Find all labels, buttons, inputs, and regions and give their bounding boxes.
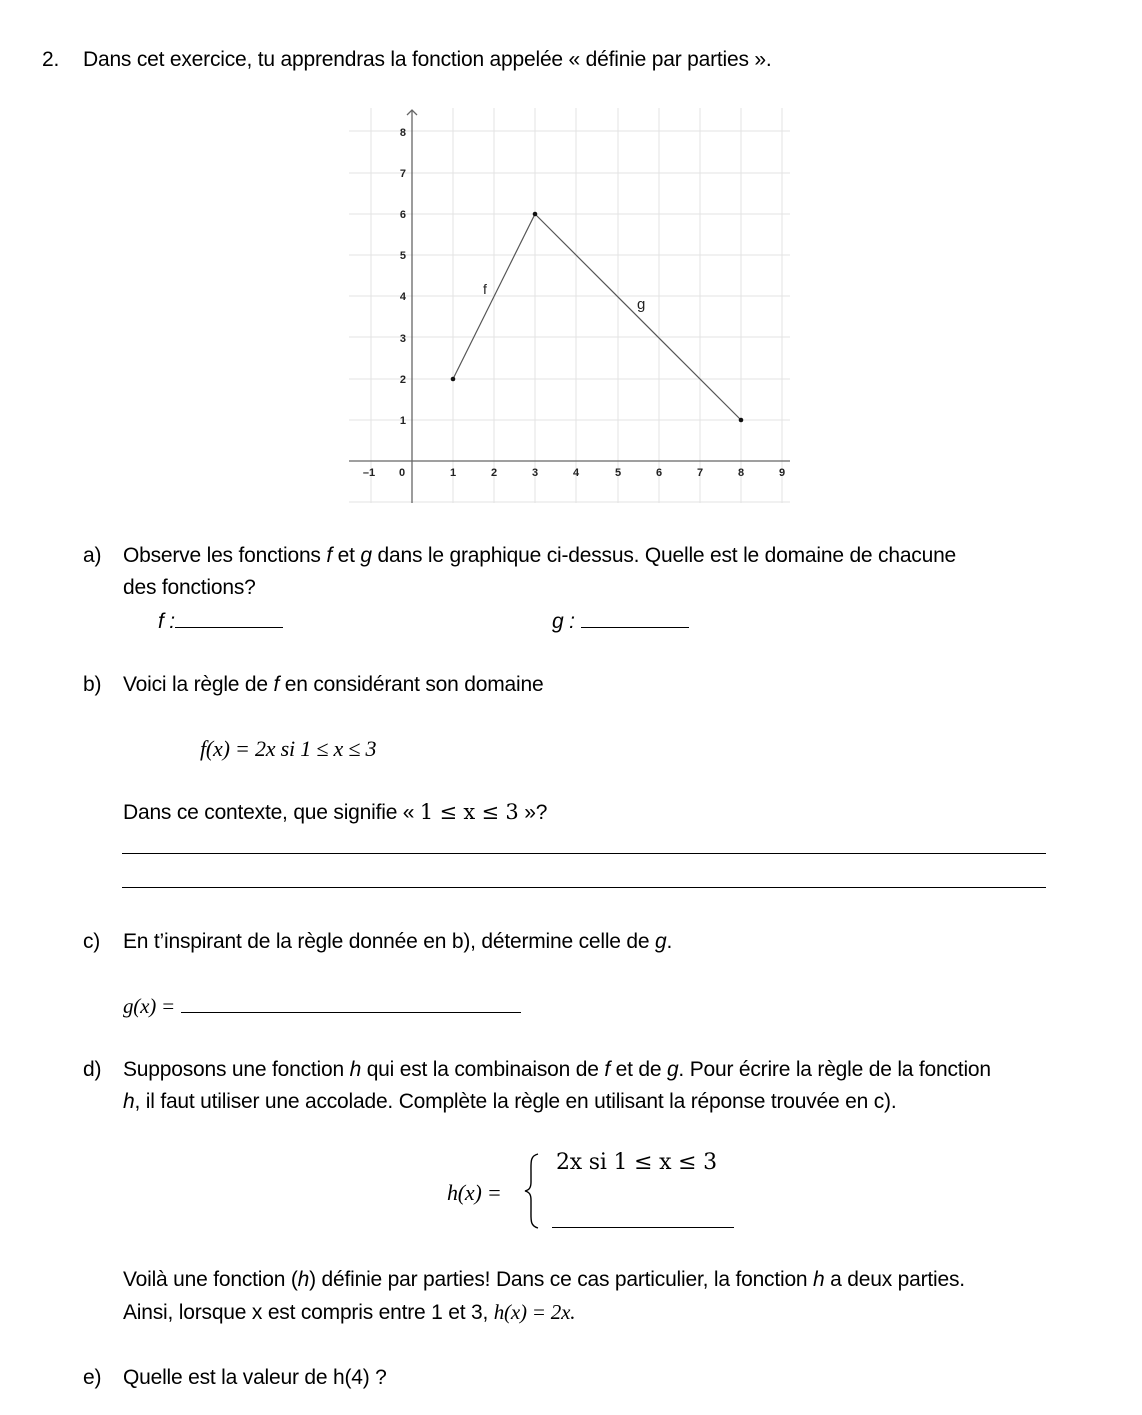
svg-text:6: 6 xyxy=(655,467,663,479)
rule-g-field[interactable]: g(x) = xyxy=(123,993,521,1020)
domain-g-field[interactable]: g : xyxy=(552,609,689,635)
y-tick-labels xyxy=(400,127,407,427)
part-b-intro: Voici la règle de f en considérant son domaine xyxy=(123,673,544,696)
svg-text:8: 8 xyxy=(737,467,745,479)
rule-h-label: h(x) = xyxy=(447,1180,502,1205)
part-a-question-line2: des fonctions? xyxy=(123,576,256,599)
answer-line-1[interactable] xyxy=(122,853,1046,854)
svg-text:3: 3 xyxy=(531,467,539,479)
rule-h-case-2-field[interactable] xyxy=(552,1227,734,1228)
svg-text:7: 7 xyxy=(399,168,406,180)
part-c-label: c) xyxy=(83,930,101,953)
segment-g xyxy=(535,214,741,420)
x-tick-labels xyxy=(363,467,785,479)
svg-text:6: 6 xyxy=(399,209,406,221)
axes xyxy=(349,110,790,503)
exercise-title: Dans cet exercice, tu apprendras la fonction appelée « définie par parties ». xyxy=(83,48,772,71)
grid xyxy=(349,108,790,503)
exercise-number: 2. xyxy=(42,48,60,71)
domain-f-field[interactable]: f : xyxy=(158,609,283,635)
svg-text:7: 7 xyxy=(696,467,704,479)
note-line-2: Ainsi, lorsque x est compris entre 1 et 3, h(x) = 2x. xyxy=(123,1300,576,1324)
part-b-question: Dans ce contexte, que signifie « 1 ≤ x ≤ 3 »? xyxy=(123,800,548,824)
part-a-question: Observe les fonctions f et g dans le graphique ci-dessus. Quelle est le domaine de chacune xyxy=(123,544,957,567)
svg-text:4: 4 xyxy=(572,467,580,479)
part-b-label: b) xyxy=(83,673,102,696)
svg-text:0: 0 xyxy=(398,467,406,479)
part-d-label: d) xyxy=(83,1058,102,1081)
left-brace-icon xyxy=(522,1152,544,1230)
rule-f: f(x) = 2x si 1 ≤ x ≤ 3 xyxy=(200,736,377,761)
graph-f-g xyxy=(0,0,1142,520)
svg-text:5: 5 xyxy=(399,250,406,262)
answer-line-2[interactable] xyxy=(122,887,1046,888)
part-a-label: a) xyxy=(83,544,102,567)
svg-text:2: 2 xyxy=(399,374,406,386)
part-d-question-line2: h, il faut utiliser une accolade. Complète la règle en utilisant la réponse trouvée en c). xyxy=(123,1090,897,1113)
label-f: f xyxy=(483,281,487,297)
part-d-question: Supposons une fonction h qui est la combinaison de f et de g. Pour écrire la règle de la fonction xyxy=(123,1058,991,1081)
rule-h-case-1: 2x si 1 ≤ x ≤ 3 xyxy=(556,1150,717,1175)
svg-text:1: 1 xyxy=(449,467,457,479)
part-e-question: Quelle est la valeur de h(4) ? xyxy=(123,1366,387,1389)
svg-text:5: 5 xyxy=(614,467,622,479)
label-g: g xyxy=(637,296,646,313)
function-segments xyxy=(453,214,741,420)
endpoints xyxy=(451,212,744,423)
svg-text:1: 1 xyxy=(399,415,406,427)
svg-text:9: 9 xyxy=(778,467,786,479)
part-e-label: e) xyxy=(83,1366,102,1389)
svg-text:3: 3 xyxy=(399,333,406,345)
svg-text:2: 2 xyxy=(490,467,498,479)
note-line-1: Voilà une fonction (h) définie par parties! Dans ce cas particulier, la fonction h a deux parties. xyxy=(123,1268,965,1291)
svg-text:–1: –1 xyxy=(362,467,376,479)
part-c-question: En t’inspirant de la règle donnée en b), détermine celle de g. xyxy=(123,930,673,953)
svg-text:8: 8 xyxy=(399,127,406,139)
svg-text:4: 4 xyxy=(399,291,406,303)
